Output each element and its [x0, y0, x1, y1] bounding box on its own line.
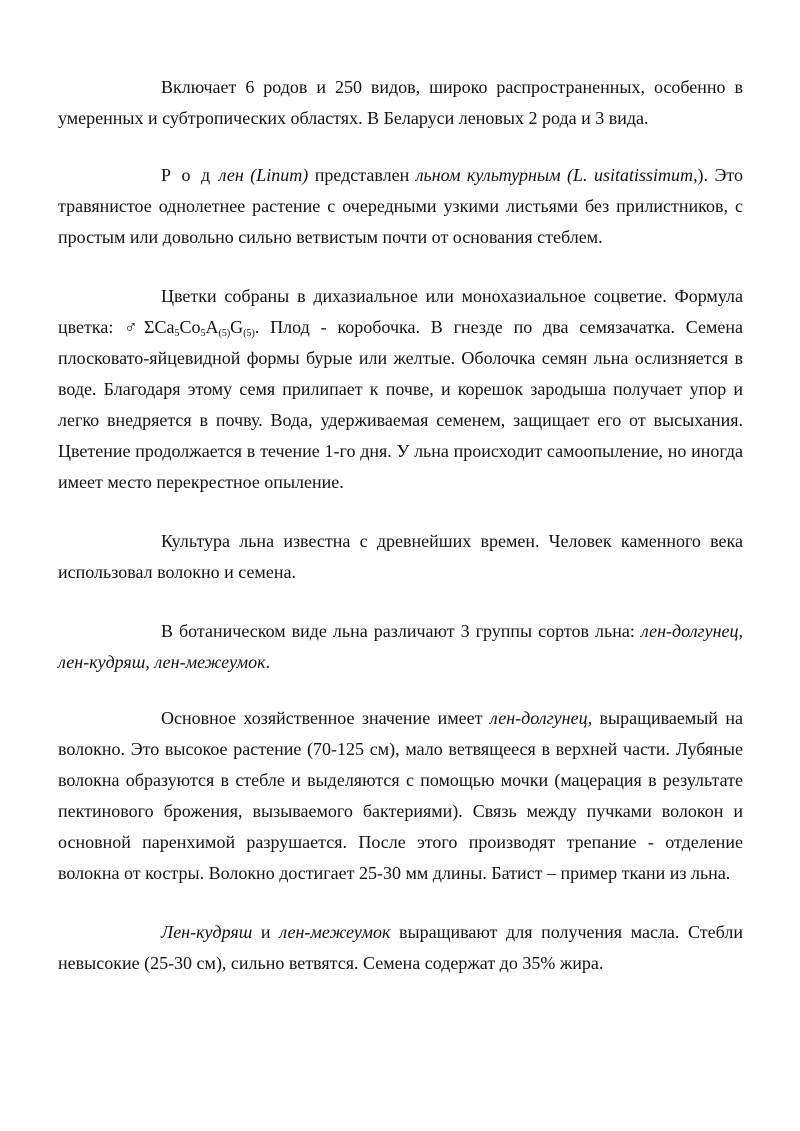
formula-androecium: A [205, 317, 219, 337]
genus-mid: представлен [314, 165, 410, 185]
male-symbol: ♂ [124, 317, 144, 337]
genus-lead: Р о д [161, 165, 213, 185]
sigma-symbol: Σ [144, 317, 155, 337]
genus-description: ). Это травянистое однолетнее растение с очередными узкими листьями без прилистников, с простым или довольно сильно ветвистым почти от основания стеблем. [58, 165, 744, 247]
paragraph-flax-groups [58, 616, 743, 678]
oil-term-1: Лен-кудряш [161, 922, 253, 942]
species-name: льном культурным (L. usitatissimum, [415, 165, 698, 185]
groups-end: . [265, 652, 271, 672]
genus-name: лен (Linum) [218, 165, 309, 185]
oil-term-2: лен-межеумок [279, 922, 391, 942]
groups-list: лен-долгунец, лен-кудряш, лен-межеумок [58, 621, 743, 672]
paragraph-family-overview: Включает 6 родов и 250 видов, широко распространенных, особенно в умеренных и субтропических областях. В Беларуси леновых 2 рода и 3 вида. [58, 77, 743, 128]
oil-and: и [252, 922, 280, 942]
paragraph-flax-history: Культура льна известна с древнейших времен. Человек каменного века использовал волокно и семена. [58, 531, 743, 582]
formula-gynoecium: G [230, 317, 244, 337]
flower-description: . Плод - коробочка. В гнезде по два семязачатка. Семена плосковато-яйцевидной формы бурые или желтые. Оболочка семян льна ослизняется в воде. Благодаря этому семя прилипает к почве, и корешок зародыша получает упор и легко внедряется в почву. Вода, удерживаемая семенем, защищает его от высыхания. Цветение продолжается в течение 1-го дня. У льна происходит самоопыление, но иногда имеет место перекрестное опыление. [58, 317, 743, 492]
formula-corolla: Co [179, 317, 201, 337]
oil-description: выращивают для получения масла. Стебли невысокие (25-30 см), сильно ветвятся. Семена содержат до 35% жира. [58, 922, 743, 973]
flower-formula [124, 317, 255, 337]
fiber-description: выращиваемый на волокно. Это высокое растение (70-125 см), мало ветвящееся в верхней части. Лубяные волокна образуются в стебле и выделяются с помощью мочки (мацерация в результате пектинового брожения, вызываемого бактериями). Связь между пучками волокон и основной паренхимой разрушается. После этого производят трепание - отделение волокна от костры. Волокно достигает 25-30 мм длины. Батист – пример ткани из льна. [58, 708, 743, 883]
fiber-lead: Основное хозяйственное значение имеет [161, 708, 490, 728]
paragraph-genus-linum [58, 160, 743, 253]
paragraph-oil-flax [58, 917, 743, 979]
formula-corolla-count: 5 [200, 328, 206, 339]
flower-lead: Цветки собраны в дихазиальное или монохазиальное соцветие. Формула цветка: [58, 286, 743, 337]
groups-lead: В ботаническом виде льна различают 3 группы сортов льна: [161, 621, 641, 641]
paragraph-fiber-flax [58, 703, 743, 889]
formula-calyx-count: 5 [174, 328, 180, 339]
formula-calyx: Ca [154, 317, 175, 337]
fiber-term: лен-долгунец, [489, 708, 593, 728]
formula-androecium-count: (5) [218, 328, 231, 339]
formula-gynoecium-count: (5) [243, 328, 255, 339]
paragraph-flower-formula [58, 281, 743, 498]
